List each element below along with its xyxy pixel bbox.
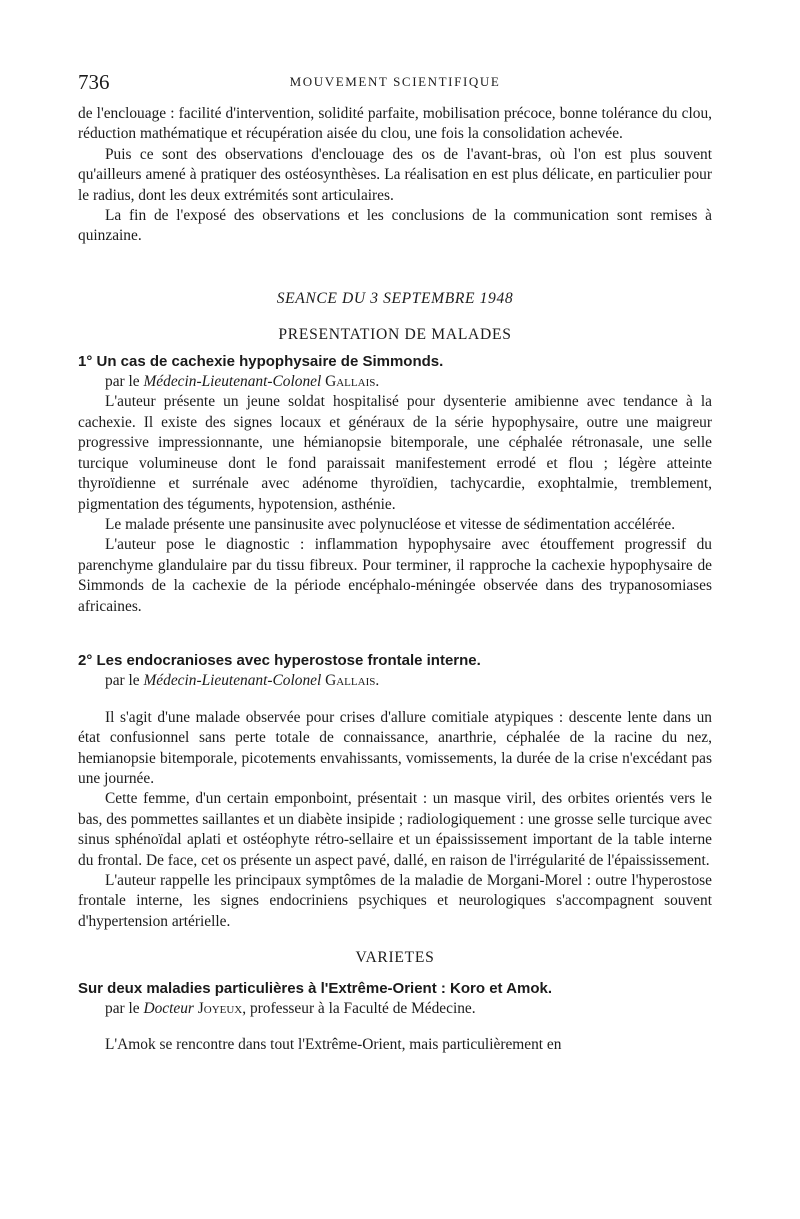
article-title: Sur deux maladies particulières à l'Extrême-Orient : Koro et Amok. [78, 979, 552, 997]
section-title: PRESENTATION DE MALADES [278, 326, 512, 344]
intro-paragraph: de l'enclouage : facilité d'intervention, solidité parfaite, mobilisation précoce, bonne tolérance du clou, réduction mathématique et récupération aisée du clou, une fois la consolidation achevée. [78, 105, 712, 143]
byline-author: Gallais. [325, 373, 380, 391]
article-byline [105, 372, 712, 392]
running-title: MOUVEMENT SCIENTIFIQUE [289, 74, 501, 89]
intro-paragraph: La fin de l'exposé des observations et les conclusions de la communication sont remises à quinzaine. [78, 207, 712, 245]
byline-prefix: par le [105, 373, 140, 391]
byline-prefix: par le [105, 672, 140, 690]
article-byline [105, 999, 712, 1019]
byline-suffix: professeur à la Faculté de Médecine. [249, 1000, 476, 1018]
article-title: 1° Un cas de cachexie hypophysaire de Simmonds. [78, 352, 444, 370]
byline-prefix: par le [105, 1000, 140, 1018]
seance-title: SEANCE DU 3 SEPTEMBRE 1948 [276, 289, 514, 307]
article-paragraph: L'auteur rappelle les principaux symptômes de la maladie de Morgani-Morel : outre l'hyperostose frontale interne, les signes endocriniens psychiques et neurologiques s'accompagnent souvent d'hypertension artérielle. [78, 872, 712, 930]
byline-author: Gallais. [325, 672, 380, 690]
section-title: VARIETES [355, 949, 435, 967]
intro-paragraph: Puis ce sont des observations d'enclouage des os de l'avant-bras, où l'on est plus souvent qu'ailleurs amené à pratiquer des ostéosynthèses. La réalisation en est plus délicate, en particulier pour le radius, dont les deux extrémités sont articulaires. [78, 145, 712, 204]
article-paragraph: L'auteur pose le diagnostic : inflammation hypophysaire avec étouffement progressif du parenchyme glandulaire par du tissu fibreux. Pour terminer, il rapproche la cachexie hypophysaire de Simmonds de la cachexie de la période encéphalo-méningée observée dans des trypanosomiases africaines. [78, 536, 712, 615]
byline-rank: Docteur [143, 1000, 194, 1018]
article-paragraph: Il s'agit d'une malade observée pour crises d'allure comitiale atypiques : descente lente dans un état confusionnel sans perte totale de connaissance, anarthrie, céphalée de la racine du nez, hemianopsie bitemporale, picotements envahissants, vomissements, la durée de la crise n'excédant pas une journée. [78, 708, 712, 787]
page-body [78, 104, 712, 1056]
article-paragraph: Cette femme, d'un certain emponboint, présentait : un masque viril, des orbites orientés vers le bas, des pommettes saillantes et un diabète insipide ; radiologiquement : une grosse selle turcique avec sinus sphénoïdal aplati et ostéophyte rétro-sellaire et un épaississement important de la table interne du frontal. De face, cet os présente un aspect pavé, dallé, en raison de l'irrégularité de l'épaississement. [78, 790, 712, 869]
page-number: 736 [78, 70, 110, 94]
byline-rank: Médecin-Lieutenant-Colonel [143, 373, 322, 391]
article-title: 2° Les endocranioses avec hyperostose frontale interne. [78, 651, 481, 669]
page-header [78, 70, 712, 94]
byline-rank: Médecin-Lieutenant-Colonel [143, 672, 322, 690]
article-paragraph: Le malade présente une pansinusite avec polynucléose et vitesse de sédimentation accélérée. [105, 515, 676, 533]
article-byline [105, 671, 712, 691]
article-paragraph: L'auteur présente un jeune soldat hospitalisé pour dysenterie amibienne avec tendance à la cachexie. Il existe des signes locaux et généraux de la série hypophysaire, outre une maigreur progressive impressionnante, une hémianopsie bitemporale, une céphalée rétronasale, une selle turcique volumineuse dont le fond paraissait manifestement errodé et flou ; légère atteinte thyroïdienne et surrénale avec adénome thyroïdien, tachycardie, exophtalmie, tremblement, pigmentation des téguments, hypotension, asthénie. [78, 393, 712, 513]
article-paragraph: L'Amok se rencontre dans tout l'Extrême-Orient, mais particulièrement en [105, 1036, 562, 1054]
byline-author: Joyeux, [197, 1000, 247, 1018]
